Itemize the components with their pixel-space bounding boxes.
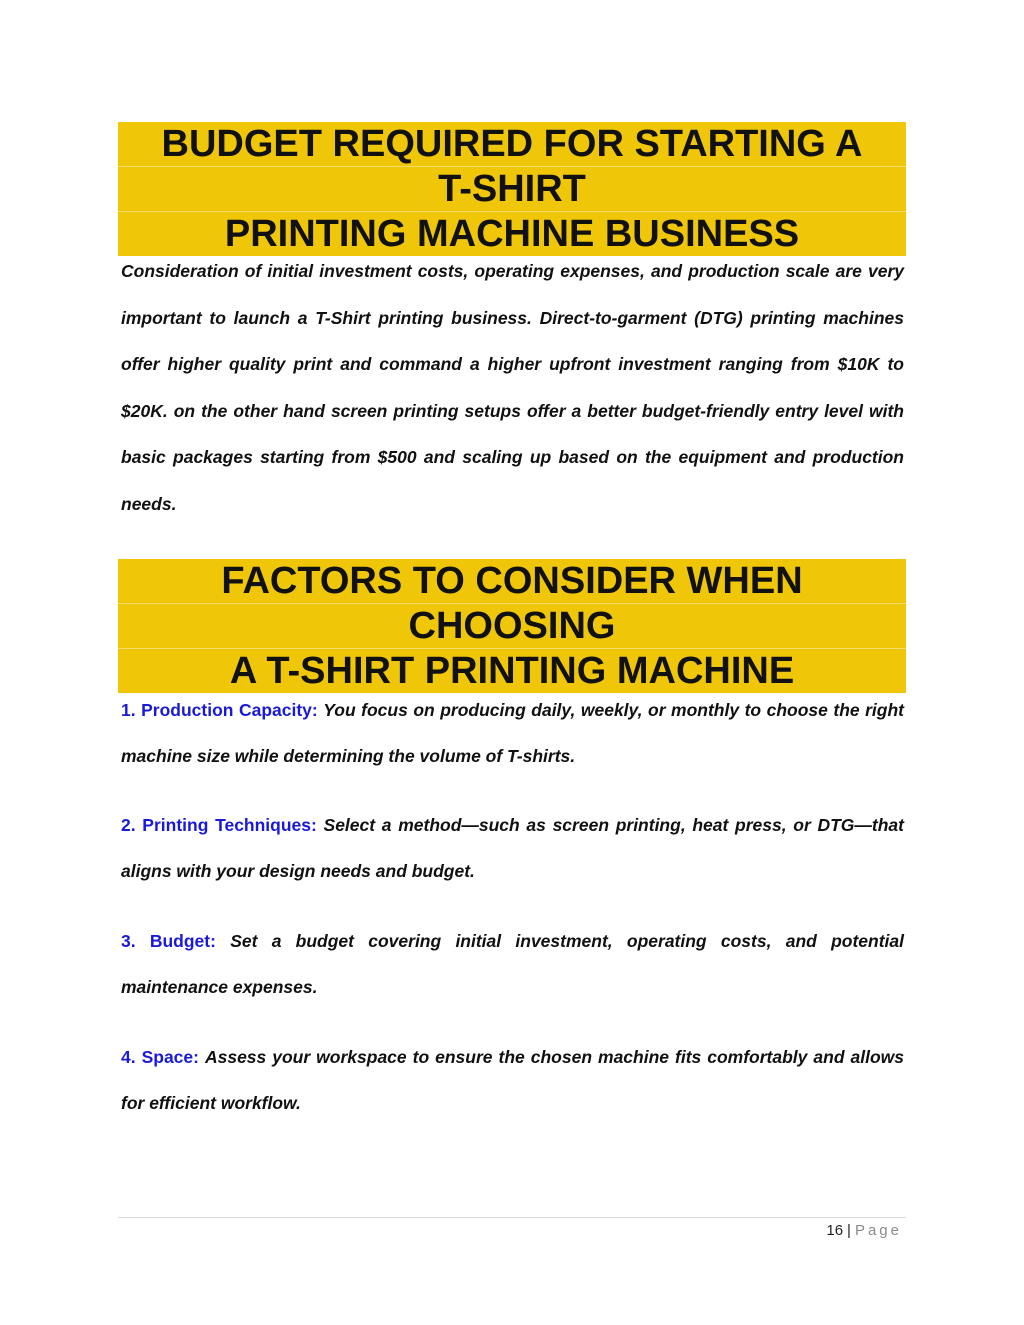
footer-separator: | (847, 1222, 851, 1239)
page-number: 16 (826, 1222, 844, 1239)
heading-line: CHOOSING (118, 603, 906, 648)
factor-label: 2. Printing Techniques: (121, 815, 324, 835)
factor-text: You focus on producing daily, weekly, or monthly to choose the right machine size while determining the volume of T-shirts. (121, 700, 905, 766)
factor-item-production-capacity (121, 687, 904, 779)
factor-label: 3. Budget: (121, 931, 231, 951)
heading-line: T-SHIRT (118, 166, 906, 211)
factor-item-space (121, 1034, 904, 1126)
footer-divider (118, 1217, 906, 1218)
factor-text: Set a budget covering initial investment, operating costs, and potential maintenance expenses. (121, 931, 904, 997)
factors-heading (118, 559, 906, 693)
factor-label: 1. Production Capacity: (121, 700, 324, 720)
heading-line: A T-SHIRT PRINTING MACHINE (118, 648, 906, 693)
heading-line: FACTORS TO CONSIDER WHEN (221, 560, 803, 602)
budget-paragraph: Consideration of initial investment costs, operating expenses, and production scale are very important to launch a T-Shirt printing business. Direct-to-garment (DTG) printing machines offer higher quality print and command a higher upfront investment ranging from $10K to $20K. on the other hand screen printing setups offer a better budget-friendly entry level with basic packages starting from $500 and scaling up based on the equipment and production needs. (121, 261, 904, 514)
factor-item-printing-techniques (121, 802, 904, 894)
factor-text: Assess your workspace to ensure the chosen machine fits comfortably and allows for efficient workflow. (121, 1047, 904, 1113)
factor-item-budget (121, 918, 904, 1010)
page-word: Page (854, 1222, 902, 1239)
factor-text: Select a method—such as screen printing, heat press, or DTG—that aligns with your design needs and budget. (121, 815, 904, 881)
factor-label: 4. Space: (121, 1047, 205, 1067)
heading-line: BUDGET REQUIRED FOR STARTING A (161, 123, 863, 165)
budget-heading (118, 122, 906, 256)
heading-line: PRINTING MACHINE BUSINESS (118, 211, 906, 256)
page-footer (826, 1222, 902, 1239)
